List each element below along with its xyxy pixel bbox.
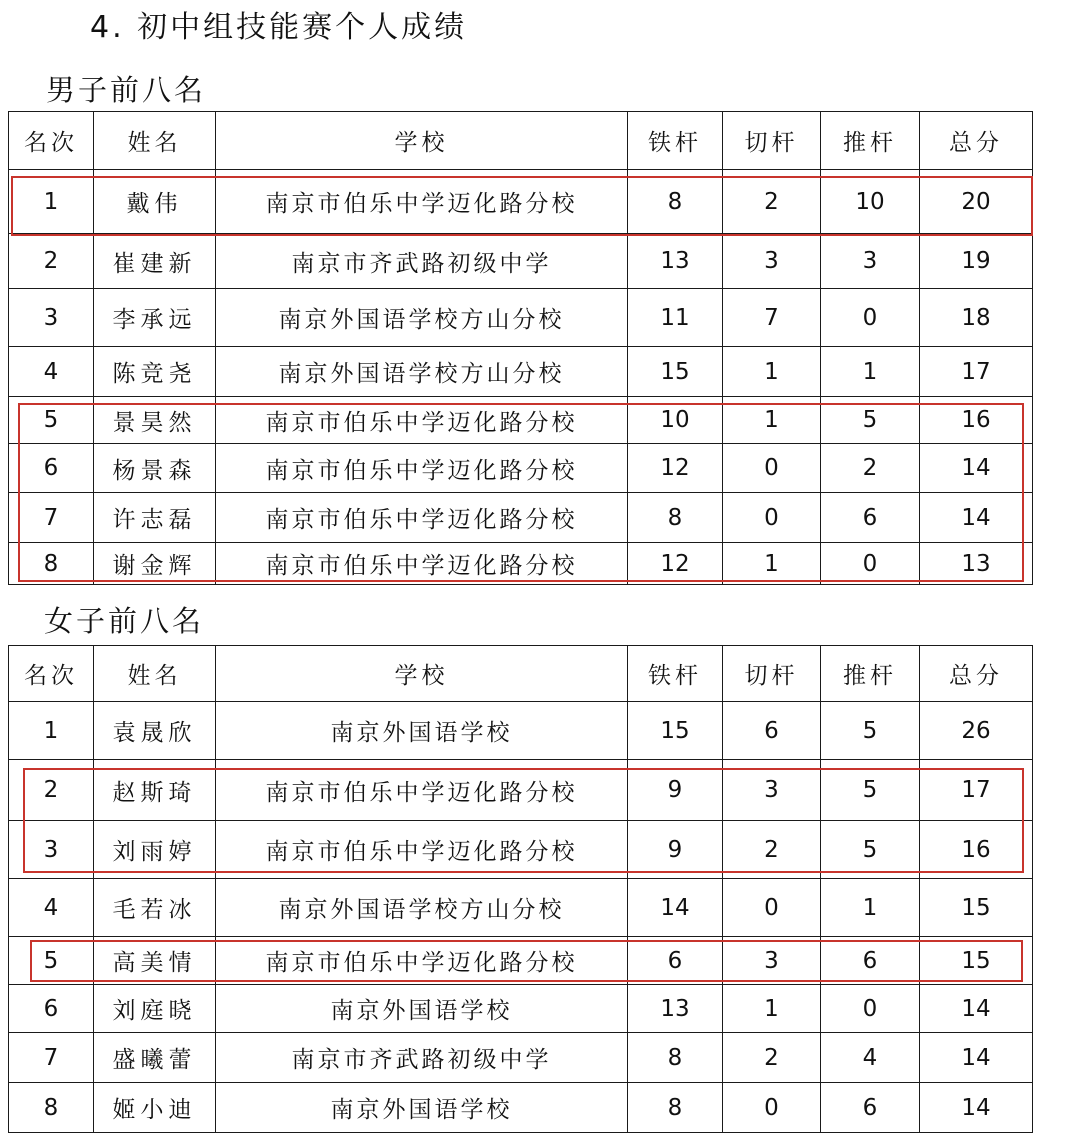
iron-score-cell: 13 [628, 985, 723, 1033]
rank-cell: 5 [9, 397, 94, 444]
column-header-name: 姓名 [94, 112, 216, 170]
total-score-cell: 14 [920, 1083, 1033, 1133]
rank-cell: 7 [9, 1033, 94, 1083]
rank-cell: 1 [9, 702, 94, 760]
total-score-cell: 26 [920, 702, 1033, 760]
chip-score-cell: 0 [723, 493, 821, 543]
name-cell: 崔建新 [94, 234, 216, 289]
total-score-cell: 18 [920, 289, 1033, 347]
table-row [9, 543, 1033, 585]
chip-score-cell: 3 [723, 234, 821, 289]
school-cell: 南京外国语学校方山分校 [216, 347, 628, 397]
rank-cell: 2 [9, 760, 94, 821]
column-header-total: 总分 [920, 112, 1033, 170]
chip-score-cell: 2 [723, 821, 821, 879]
table-row [9, 234, 1033, 289]
male-results-table [8, 111, 1033, 585]
rank-cell: 3 [9, 821, 94, 879]
chip-score-cell: 1 [723, 985, 821, 1033]
chip-score-cell: 0 [723, 879, 821, 937]
chip-score-cell: 3 [723, 937, 821, 985]
name-cell: 毛若冰 [94, 879, 216, 937]
name-cell: 谢金辉 [94, 543, 216, 585]
chip-score-cell: 0 [723, 1083, 821, 1133]
chip-score-cell: 1 [723, 397, 821, 444]
iron-score-cell: 8 [628, 1033, 723, 1083]
school-cell: 南京市伯乐中学迈化路分校 [216, 444, 628, 493]
school-cell: 南京市伯乐中学迈化路分校 [216, 397, 628, 444]
rank-cell: 3 [9, 289, 94, 347]
table-header-row [9, 646, 1033, 702]
name-cell: 李承远 [94, 289, 216, 347]
total-score-cell: 13 [920, 543, 1033, 585]
table-row [9, 702, 1033, 760]
rank-cell: 1 [9, 170, 94, 234]
iron-score-cell: 9 [628, 760, 723, 821]
putt-score-cell: 0 [821, 543, 920, 585]
iron-score-cell: 9 [628, 821, 723, 879]
school-cell: 南京市伯乐中学迈化路分校 [216, 543, 628, 585]
iron-score-cell: 15 [628, 702, 723, 760]
rank-cell: 6 [9, 444, 94, 493]
iron-score-cell: 11 [628, 289, 723, 347]
table-row [9, 170, 1033, 234]
rank-cell: 7 [9, 493, 94, 543]
putt-score-cell: 1 [821, 347, 920, 397]
column-header-school: 学校 [216, 646, 628, 702]
table-row [9, 493, 1033, 543]
total-score-cell: 16 [920, 397, 1033, 444]
iron-score-cell: 14 [628, 879, 723, 937]
chip-score-cell: 3 [723, 760, 821, 821]
putt-score-cell: 0 [821, 985, 920, 1033]
name-cell: 刘庭晓 [94, 985, 216, 1033]
iron-score-cell: 12 [628, 444, 723, 493]
column-header-total: 总分 [920, 646, 1033, 702]
table-row [9, 444, 1033, 493]
total-score-cell: 19 [920, 234, 1033, 289]
name-cell: 戴伟 [94, 170, 216, 234]
iron-score-cell: 15 [628, 347, 723, 397]
iron-score-cell: 10 [628, 397, 723, 444]
total-score-cell: 20 [920, 170, 1033, 234]
putt-score-cell: 1 [821, 879, 920, 937]
total-score-cell: 14 [920, 1033, 1033, 1083]
name-cell: 姬小迪 [94, 1083, 216, 1133]
column-header-chip: 切杆 [723, 646, 821, 702]
name-cell: 杨景森 [94, 444, 216, 493]
school-cell: 南京市伯乐中学迈化路分校 [216, 170, 628, 234]
name-cell: 刘雨婷 [94, 821, 216, 879]
school-cell: 南京市伯乐中学迈化路分校 [216, 937, 628, 985]
school-cell: 南京市伯乐中学迈化路分校 [216, 493, 628, 543]
column-header-school: 学校 [216, 112, 628, 170]
table-row [9, 1033, 1033, 1083]
chip-score-cell: 7 [723, 289, 821, 347]
putt-score-cell: 6 [821, 493, 920, 543]
total-score-cell: 15 [920, 879, 1033, 937]
table-row [9, 879, 1033, 937]
column-header-putt: 推杆 [821, 646, 920, 702]
putt-score-cell: 5 [821, 702, 920, 760]
rank-cell: 5 [9, 937, 94, 985]
iron-score-cell: 13 [628, 234, 723, 289]
name-cell: 袁晟欣 [94, 702, 216, 760]
iron-score-cell: 8 [628, 170, 723, 234]
total-score-cell: 16 [920, 821, 1033, 879]
rank-cell: 4 [9, 347, 94, 397]
name-cell: 景昊然 [94, 397, 216, 444]
putt-score-cell: 6 [821, 1083, 920, 1133]
name-cell: 赵斯琦 [94, 760, 216, 821]
column-header-name: 姓名 [94, 646, 216, 702]
table-row [9, 821, 1033, 879]
table-header-row [9, 112, 1033, 170]
female-results-table [8, 645, 1033, 1133]
school-cell: 南京外国语学校 [216, 985, 628, 1033]
table-row [9, 397, 1033, 444]
name-cell: 陈竞尧 [94, 347, 216, 397]
rank-cell: 6 [9, 985, 94, 1033]
table-row [9, 347, 1033, 397]
chip-score-cell: 0 [723, 444, 821, 493]
iron-score-cell: 12 [628, 543, 723, 585]
total-score-cell: 14 [920, 985, 1033, 1033]
rank-cell: 2 [9, 234, 94, 289]
iron-score-cell: 8 [628, 493, 723, 543]
putt-score-cell: 10 [821, 170, 920, 234]
chip-score-cell: 6 [723, 702, 821, 760]
putt-score-cell: 5 [821, 821, 920, 879]
school-cell: 南京市伯乐中学迈化路分校 [216, 760, 628, 821]
school-cell: 南京外国语学校 [216, 702, 628, 760]
name-cell: 许志磊 [94, 493, 216, 543]
rank-cell: 8 [9, 543, 94, 585]
name-cell: 高美情 [94, 937, 216, 985]
school-cell: 南京外国语学校 [216, 1083, 628, 1133]
column-header-iron: 铁杆 [628, 112, 723, 170]
column-header-rank: 名次 [9, 646, 94, 702]
putt-score-cell: 2 [821, 444, 920, 493]
column-header-rank: 名次 [9, 112, 94, 170]
chip-score-cell: 1 [723, 543, 821, 585]
total-score-cell: 15 [920, 937, 1033, 985]
column-header-putt: 推杆 [821, 112, 920, 170]
putt-score-cell: 3 [821, 234, 920, 289]
iron-score-cell: 6 [628, 937, 723, 985]
table-row [9, 937, 1033, 985]
school-cell: 南京外国语学校方山分校 [216, 879, 628, 937]
putt-score-cell: 0 [821, 289, 920, 347]
female-section-title: 女子前八名 [44, 604, 205, 638]
table-row [9, 289, 1033, 347]
school-cell: 南京外国语学校方山分校 [216, 289, 628, 347]
table-row [9, 760, 1033, 821]
male-section-title: 男子前八名 [46, 73, 207, 107]
iron-score-cell: 8 [628, 1083, 723, 1133]
putt-score-cell: 4 [821, 1033, 920, 1083]
table-row [9, 985, 1033, 1033]
school-cell: 南京市齐武路初级中学 [216, 234, 628, 289]
putt-score-cell: 5 [821, 397, 920, 444]
document-title: 4. 初中组技能赛个人成绩 [90, 10, 468, 45]
school-cell: 南京市齐武路初级中学 [216, 1033, 628, 1083]
total-score-cell: 17 [920, 347, 1033, 397]
total-score-cell: 17 [920, 760, 1033, 821]
putt-score-cell: 6 [821, 937, 920, 985]
chip-score-cell: 2 [723, 1033, 821, 1083]
school-cell: 南京市伯乐中学迈化路分校 [216, 821, 628, 879]
total-score-cell: 14 [920, 444, 1033, 493]
name-cell: 盛曦蕾 [94, 1033, 216, 1083]
putt-score-cell: 5 [821, 760, 920, 821]
chip-score-cell: 1 [723, 347, 821, 397]
rank-cell: 8 [9, 1083, 94, 1133]
table-row [9, 1083, 1033, 1133]
column-header-iron: 铁杆 [628, 646, 723, 702]
total-score-cell: 14 [920, 493, 1033, 543]
rank-cell: 4 [9, 879, 94, 937]
column-header-chip: 切杆 [723, 112, 821, 170]
chip-score-cell: 2 [723, 170, 821, 234]
